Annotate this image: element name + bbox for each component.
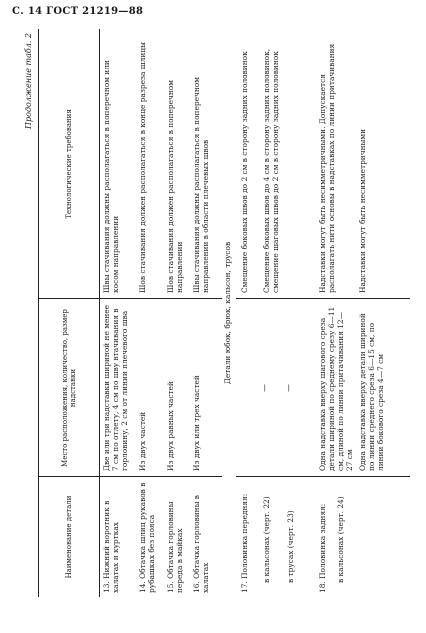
row-15-location: Из двух равных частей (166, 381, 175, 471)
row-17-requirements-1: Смещение боковых швов до 2 см в сторону задних половинок (240, 51, 249, 293)
row-18-sub-1: в кальсонах (черт. 24) (336, 496, 345, 583)
row-18-location-2: Одна надставка вверху детали шириной по линии среднего среза 6—15 см, по линии бокового среза 4—7 см (358, 313, 385, 471)
column-header-location: Место расположения, количество, размер надставки (61, 309, 77, 467)
continuation-label: Продолжение табл. 2 (24, 33, 33, 129)
row-17-requirements-2: Смещение боковых швов до 4 см в сторону задних половинок, смещение шаговых швов до 2 см в сторону задних половинок (262, 48, 280, 293)
row-13-name: 13. Нижний воротник в халатах и куртках (102, 500, 120, 593)
row-13-location: Две или три надставки шириной не менее 7 см по отлету, 4 см по шву втачивания в горловину, 2 см от линии плечевого шва (102, 304, 129, 471)
section-title: Детали юбок, брюк, кальсон, трусов (223, 241, 232, 385)
column-header-name: Наименование детали (65, 495, 73, 579)
row-15-name: 15. Обтачка горловины переда в майках (166, 501, 184, 593)
row-15-requirements: Шов стачивания должен располагаться в поперечном направлении (166, 79, 184, 293)
row-18-requirements-1: Надставки могут быть несимметричными. Допускается располагать нити основы в надставках по линии притачивания (318, 43, 336, 293)
row-13-requirements: Швы стачивания должны располагаться в поперечном или косом направлении (102, 60, 120, 293)
row-18-requirements-2: Надставки могут быть несимметричными (358, 128, 367, 293)
table-2-continued (24, 29, 410, 597)
row-17-location-2: — (284, 384, 293, 392)
row-16-requirements: Швы стачивания должны располагаться в поперечном направлении в области плечевых швов (192, 77, 210, 293)
body-divider-2 (98, 298, 222, 299)
table-header (38, 29, 100, 597)
row-14-name: 14. Обтачка шлиц рукавов в рубашках без пояса (138, 482, 156, 593)
row-17-sub-1: в кальсонах (черт. 22) (262, 496, 271, 583)
header-divider-2 (39, 298, 99, 299)
body-divider-4 (236, 298, 410, 299)
column-header-requirements: Технологические требования (65, 109, 73, 219)
row-16-location: Из двух или трех частей (192, 375, 201, 471)
row-16-name: 16. Обтачка горловины в халатах (192, 495, 210, 593)
body-divider-1 (98, 476, 222, 477)
row-18-name: 18. Половинка задняя: (318, 503, 327, 593)
row-17-name: 17. Половинка передняя: (240, 493, 249, 593)
header-divider-1 (39, 476, 99, 477)
body-divider-3 (236, 476, 410, 477)
row-17-location-1: — (260, 384, 269, 392)
row-14-location: Из двух частей (138, 411, 147, 471)
row-17-sub-2: в трусах (черт. 23) (286, 510, 295, 583)
row-14-requirements: Шов стачивания должен располагаться в конце разреза шлицы (138, 42, 147, 293)
page-header: С. 14 ГОСТ 21219—88 (12, 6, 144, 17)
row-18-location-1: Одна надставка вверху шагового среза детали шириной по среднему срезу 6—11 см, длиной по линии притачивания 12—27 см (318, 306, 354, 471)
